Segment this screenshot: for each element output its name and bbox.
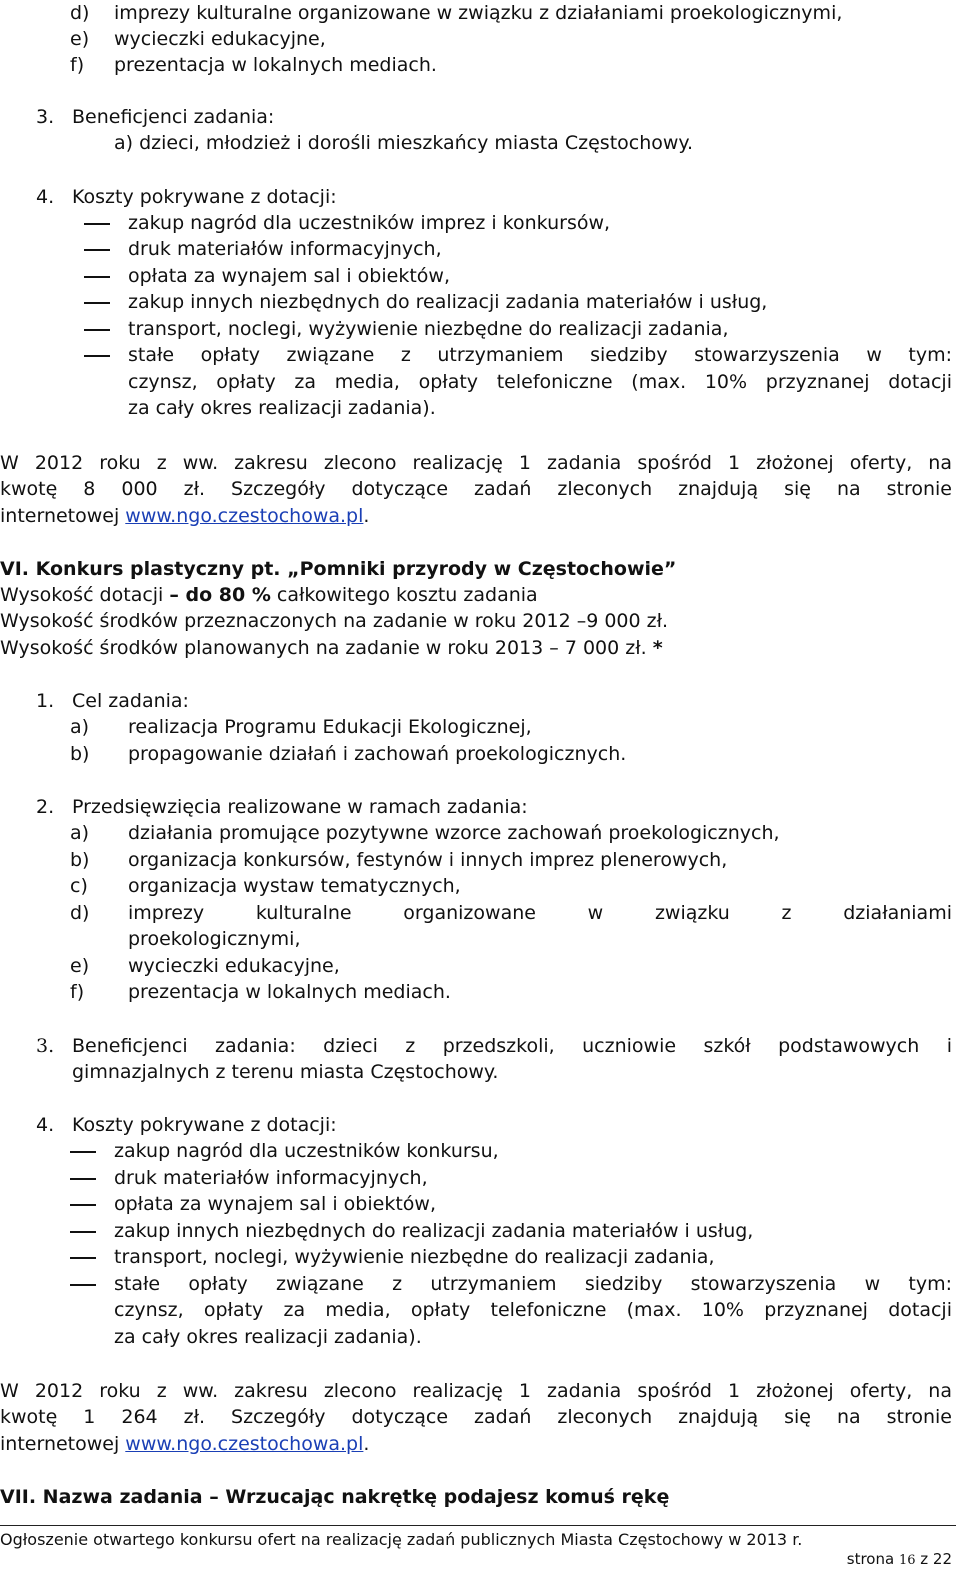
dash-bullet bbox=[70, 1284, 96, 1286]
list-label-d: d) bbox=[70, 2, 90, 24]
action-item: wycieczki edukacyjne, bbox=[128, 955, 340, 977]
goal-item: realizacja Programu Edukacji Ekologicznej, bbox=[128, 716, 532, 738]
summary-line: W 2012 roku z ww. zakresu zlecono realizację 1 zadania spośród 1 złożonej oferty, na bbox=[0, 1380, 952, 1402]
goal-label: b) bbox=[70, 743, 90, 765]
actions-number: 2. bbox=[36, 796, 55, 818]
cost-item: opłata za wynajem sal i obiektów, bbox=[114, 1193, 436, 1215]
goal-item: propagowanie działań i zachowań proekologicznych. bbox=[128, 743, 627, 765]
dash-bullet bbox=[70, 1257, 96, 1259]
summary-line: kwotę 1 264 zł. Szczegóły dotyczące zadań zleconych znajdują się na stronie bbox=[0, 1406, 952, 1428]
funding-level: Wysokość dotacji – do 80 % całkowitego kosztu zadania bbox=[0, 584, 538, 606]
cost-item-cont: za cały okres realizacji zadania). bbox=[128, 397, 436, 419]
goal-number: 1. bbox=[36, 690, 55, 712]
action-item: organizacja wystaw tematycznych, bbox=[128, 875, 461, 897]
summary-line: internetowej www.ngo.czestochowa.pl. bbox=[0, 1433, 370, 1455]
section-heading-vii: VII. Nazwa zadania – Wrzucając nakrętkę podajesz komuś rękę bbox=[0, 1486, 670, 1508]
list-label-f: f) bbox=[70, 54, 85, 76]
summary-line: internetowej www.ngo.czestochowa.pl. bbox=[0, 505, 370, 527]
cost-item: transport, noclegi, wyżywienie niezbędne do realizacji zadania, bbox=[128, 318, 729, 340]
summary-line: kwotę 8 000 zł. Szczegóły dotyczące zadań zleconych znajdują się na stronie bbox=[0, 478, 952, 500]
dash-bullet bbox=[84, 302, 110, 304]
cost-item: stałe opłaty związane z utrzymaniem siedziby stowarzyszenia w tym: bbox=[114, 1273, 952, 1295]
dash-bullet bbox=[70, 1178, 96, 1180]
cost-item: zakup nagród dla uczestników imprez i konkursów, bbox=[128, 212, 611, 234]
section-heading-vi: VI. Konkurs plastyczny pt. „Pomniki przyrody w Częstochowie” bbox=[0, 558, 677, 580]
dash-bullet bbox=[70, 1151, 96, 1153]
ngo-website-link[interactable]: www.ngo.czestochowa.pl bbox=[125, 505, 364, 527]
cost-item: druk materiałów informacyjnych, bbox=[114, 1167, 428, 1189]
cost-item: druk materiałów informacyjnych, bbox=[128, 238, 442, 260]
beneficiaries-number: 3. bbox=[36, 106, 55, 128]
cost-item: zakup innych niezbędnych do realizacji zadania materiałów i usług, bbox=[114, 1220, 754, 1242]
goal-title: Cel zadania: bbox=[72, 690, 189, 712]
cost-item: zakup nagród dla uczestników konkursu, bbox=[114, 1140, 499, 1162]
action-label: f) bbox=[70, 981, 85, 1003]
action-item: działania promujące pozytywne wzorce zachowań proekologicznych, bbox=[128, 822, 780, 844]
action-item-cont: proekologicznymi, bbox=[128, 928, 301, 950]
cost-item-cont: czynsz, opłaty za media, opłaty telefoniczne (max. 10% przyznanej dotacji bbox=[128, 371, 952, 393]
beneficiaries-text: Beneficjenci zadania: dzieci z przedszkoli, uczniowie szkół podstawowych i bbox=[72, 1035, 952, 1057]
action-label: d) bbox=[70, 902, 90, 924]
dash-bullet bbox=[70, 1204, 96, 1206]
action-label: b) bbox=[70, 849, 90, 871]
list-label-e: e) bbox=[70, 28, 90, 50]
cost-item: transport, noclegi, wyżywienie niezbędne do realizacji zadania, bbox=[114, 1246, 715, 1268]
funds-2012: Wysokość środków przeznaczonych na zadanie w roku 2012 –9 000 zł. bbox=[0, 610, 669, 632]
beneficiaries-item: a) dzieci, młodzież i dorośli mieszkańcy miasta Częstochowy. bbox=[114, 132, 693, 154]
action-item: prezentacja w lokalnych mediach. bbox=[128, 981, 451, 1003]
footer-text: Ogłoszenie otwartego konkursu ofert na realizację zadań publicznych Miasta Częstochowy w 2013 r. bbox=[0, 1530, 803, 1549]
costs-number: 4. bbox=[36, 186, 55, 208]
list-item-f: prezentacja w lokalnych mediach. bbox=[114, 54, 437, 76]
cost-item: opłata za wynajem sal i obiektów, bbox=[128, 265, 450, 287]
dash-bullet bbox=[84, 329, 110, 331]
beneficiaries-title: Beneficjenci zadania: bbox=[72, 106, 275, 128]
action-label: e) bbox=[70, 955, 90, 977]
dash-bullet bbox=[84, 276, 110, 278]
list-item-d: imprezy kulturalne organizowane w związku z działaniami proekologicznymi, bbox=[114, 2, 843, 24]
beneficiaries-number: 3. bbox=[36, 1035, 55, 1057]
action-item: organizacja konkursów, festynów i innych imprez plenerowych, bbox=[128, 849, 728, 871]
footer-divider bbox=[0, 1525, 956, 1526]
goal-label: a) bbox=[70, 716, 90, 738]
action-label: c) bbox=[70, 875, 88, 897]
dash-bullet bbox=[84, 249, 110, 251]
page-number: strona 16 z 22 bbox=[846, 1550, 952, 1568]
dash-bullet bbox=[84, 223, 110, 225]
cost-item: zakup innych niezbędnych do realizacji zadania materiałów i usług, bbox=[128, 291, 768, 313]
costs-title: Koszty pokrywane z dotacji: bbox=[72, 1114, 337, 1136]
costs-title: Koszty pokrywane z dotacji: bbox=[72, 186, 337, 208]
cost-item-cont: czynsz, opłaty za media, opłaty telefoniczne (max. 10% przyznanej dotacji bbox=[114, 1299, 952, 1321]
action-item: imprezy kulturalne organizowane w związku z działaniami bbox=[128, 902, 952, 924]
costs-number: 4. bbox=[36, 1114, 55, 1136]
funds-2013: Wysokość środków planowanych na zadanie w roku 2013 – 7 000 zł. * bbox=[0, 637, 663, 659]
actions-title: Przedsięwzięcia realizowane w ramach zadania: bbox=[72, 796, 528, 818]
beneficiaries-text-cont: gimnazjalnych z terenu miasta Częstochowy. bbox=[72, 1061, 499, 1083]
summary-line: W 2012 roku z ww. zakresu zlecono realizację 1 zadania spośród 1 złożonej oferty, na bbox=[0, 452, 952, 474]
ngo-website-link[interactable]: www.ngo.czestochowa.pl bbox=[125, 1433, 364, 1455]
cost-item-cont: za cały okres realizacji zadania). bbox=[114, 1326, 422, 1348]
dash-bullet bbox=[70, 1231, 96, 1233]
dash-bullet bbox=[84, 355, 110, 357]
cost-item: stałe opłaty związane z utrzymaniem siedziby stowarzyszenia w tym: bbox=[128, 344, 952, 366]
action-label: a) bbox=[70, 822, 90, 844]
list-item-e: wycieczki edukacyjne, bbox=[114, 28, 326, 50]
